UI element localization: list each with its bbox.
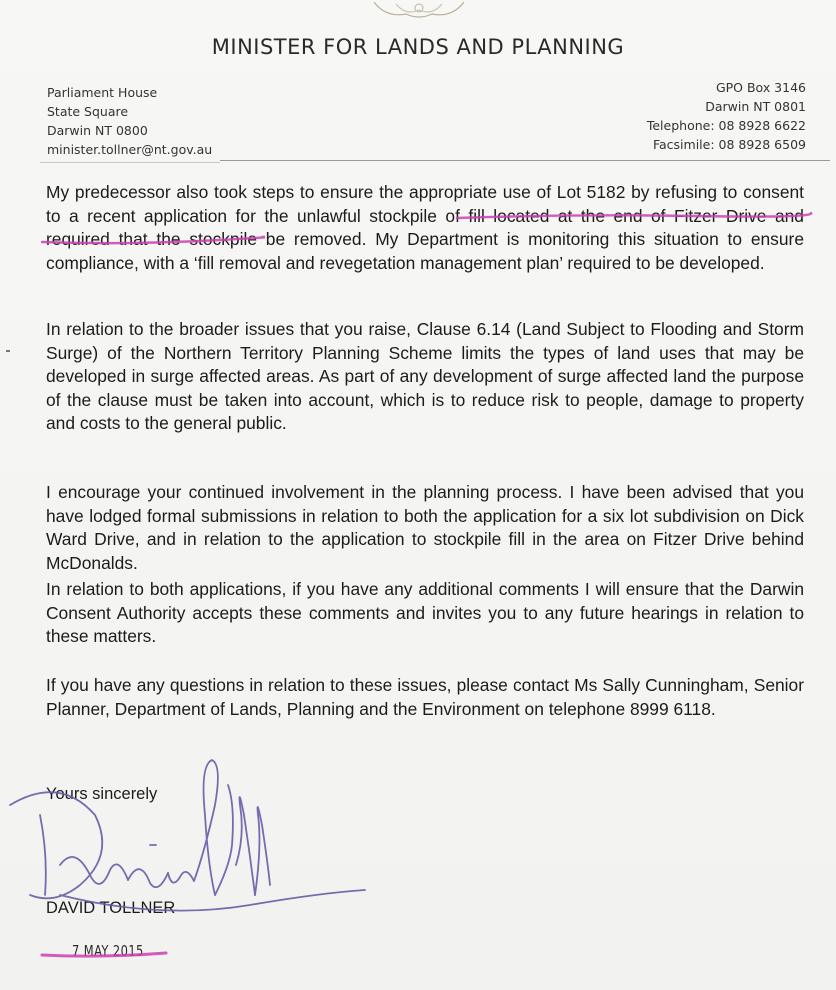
- handwritten-date: 7 MAY 2015: [72, 942, 144, 960]
- address-line: Parliament House: [47, 85, 158, 100]
- closing-salutation: Yours sincerely: [46, 785, 158, 803]
- header-divider-faint: [40, 162, 220, 163]
- paragraph-5: If you have any questions in relation to these issues, please contact Ms Sally Cunningham, Senior Planner, Department of Lands, Planning and the Environment on telephone 8999 6118.: [46, 675, 804, 719]
- address-line: Darwin NT 0801: [705, 99, 806, 114]
- paragraph-2: In relation to the broader issues that you raise, Clause 6.14 (Land Subject to Flooding and Storm Surge) of the Northern Territory Planning Scheme limits the types of land uses that may be developed in surge affected areas. As part of any development of surge affected land the purpose of the clause must be taken into account, which is to reduce risk to people, damage to property and costs to the general public.: [46, 319, 804, 433]
- letterhead-title: MINISTER FOR LANDS AND PLANNING: [211, 35, 625, 59]
- paragraph-1-text-cont: and required that the stockpile be removed. My Department is monitoring this situation to ensure compliance, with a ‘fill removal and revegetation management plan’ required to be developed.: [46, 205, 804, 273]
- address-line: Darwin NT 0800: [47, 123, 148, 138]
- paragraph-3: I encourage your continued involvement in the planning process. I have been advised that you have lodged formal submissions in relation to both the application for a six lot subdivision on Dick Ward Drive, and in relation to the application to stockpile fill in the area on Fitzer Drive behind McDonalds.: [46, 482, 804, 573]
- address-line: GPO Box 3146: [715, 80, 806, 95]
- highlighted-phrase: the unlawful stockpile of fill located at the end of Fitzer Drive: [264, 205, 767, 226]
- telephone-line: Telephone: 08 8928 6622: [646, 118, 806, 133]
- header-divider: [220, 160, 830, 161]
- facsimile-line: Facsimile: 08 8928 6509: [652, 137, 806, 152]
- sender-address-right: [647, 78, 806, 154]
- crest-emblem: [366, 0, 472, 20]
- email-address: minister.tollner@nt.gov.au: [47, 142, 213, 157]
- paragraph-1: [46, 181, 804, 275]
- paragraph-4: In relation to both applications, if you have any additional comments I will ensure that the Darwin Consent Authority accepts these comments and invites you to any future hearings in relation to these matters.: [46, 579, 804, 646]
- sender-address-left: [47, 83, 212, 159]
- address-line: State Square: [47, 104, 129, 119]
- punch-mark: [6, 350, 10, 352]
- paragraph-1-text: My predecessor also took steps to ensure the appropriate use of Lot 5182 by refusing to consent to a recent application for: [46, 182, 804, 226]
- signatory-name: DAVID TOLLNER: [46, 899, 176, 917]
